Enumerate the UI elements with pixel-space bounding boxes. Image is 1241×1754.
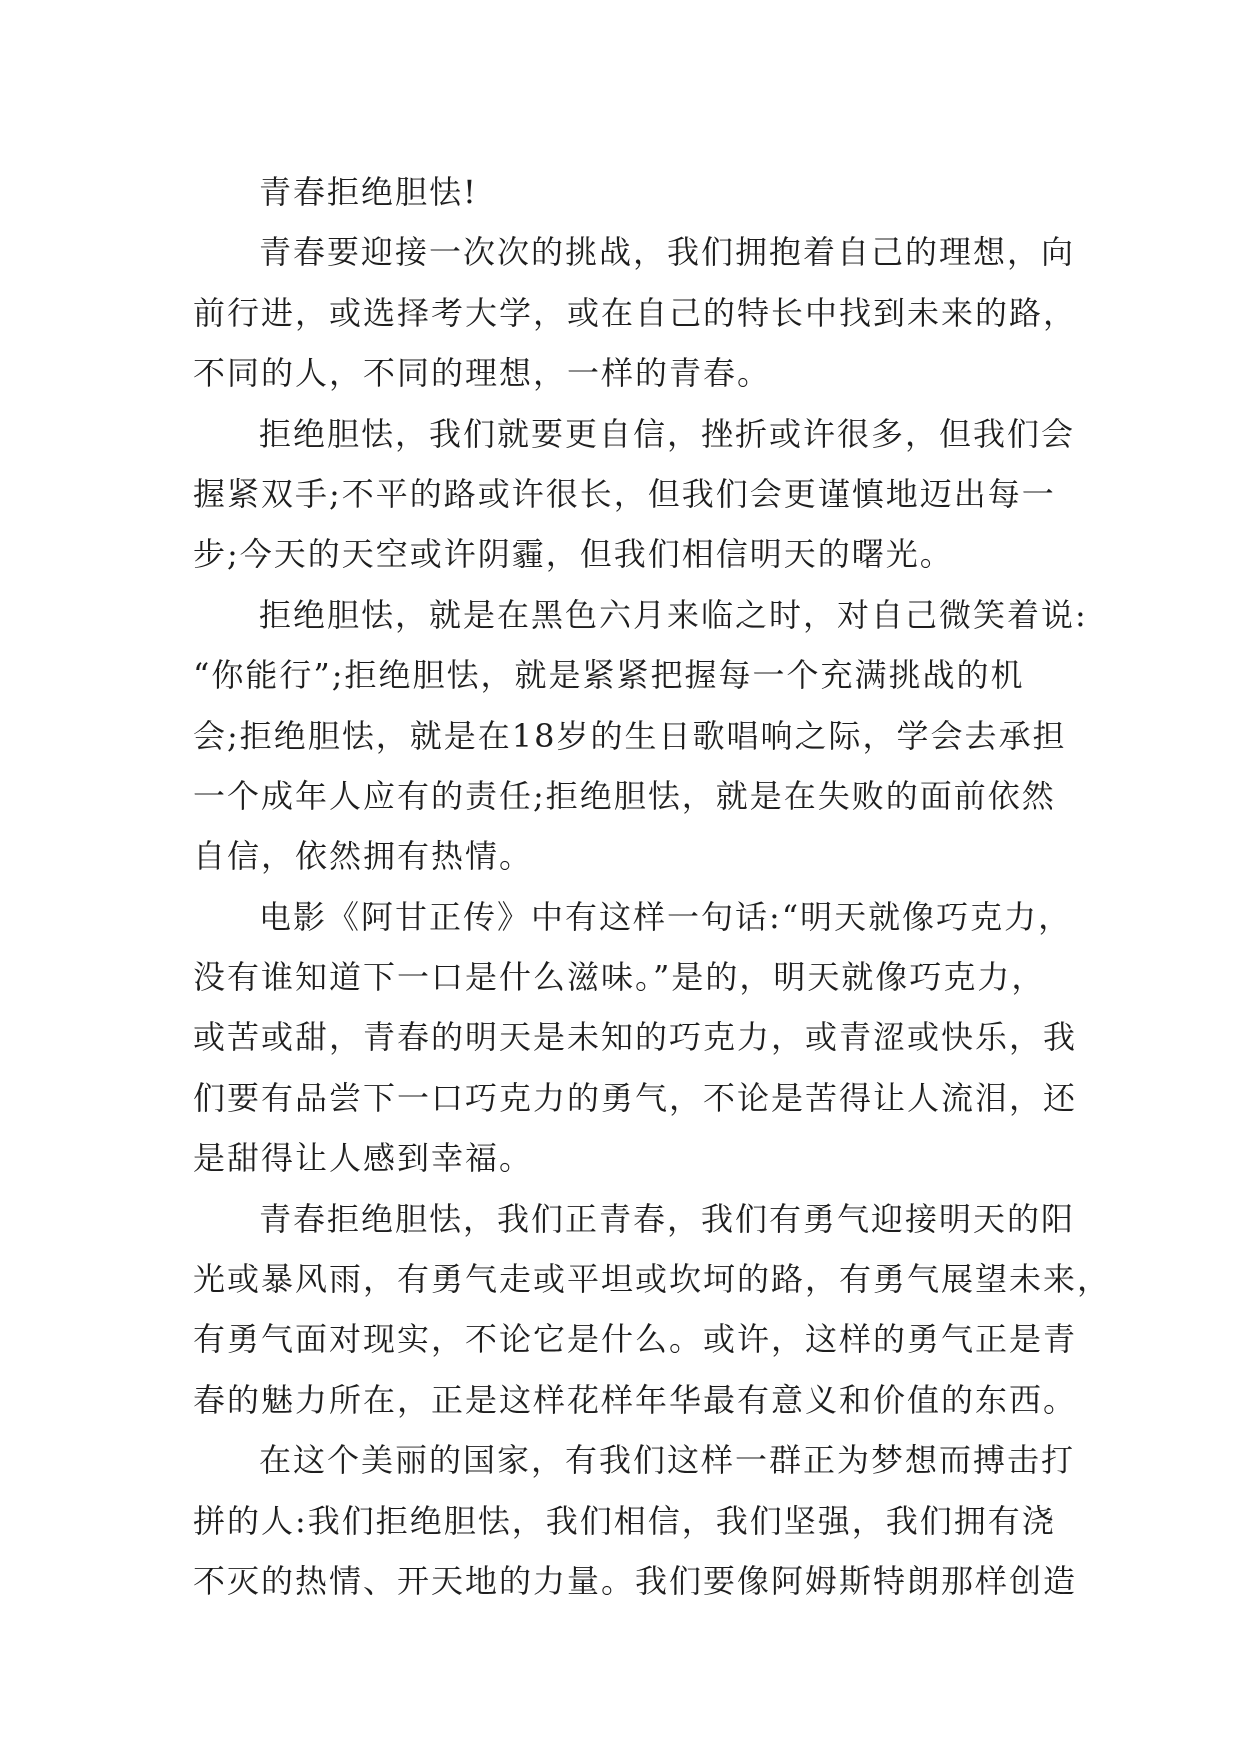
text-line: 电影《阿甘正传》中有这样一句话:“明天就像巧克力， [259,897,1073,936]
text-line: 会;拒绝胆怯，就是在18岁的生日歌唱响之际，学会去承担 [193,716,1067,755]
text-line: “你能行”;拒绝胆怯，就是紧紧把握每一个充满挑战的机 [193,656,1025,695]
document-body [193,162,1112,1611]
text-line: 拼的人:我们拒绝胆怯，我们相信，我们坚强，我们拥有浇 [193,1501,1056,1540]
text-line: 有勇气面对现实，不论它是什么。或许，这样的勇气正是青 [193,1320,1078,1359]
paragraph-1 [193,222,1078,403]
text-line: 春的魅力所在，正是这样花样年华最有意义和价值的东西。 [193,1380,1078,1419]
text-line: 或苦或甜，青春的明天是未知的巧克力，或青涩或快乐，我 [193,1018,1078,1057]
text-line: 们要有品尝下一口巧克力的勇气，不论是苦得让人流泪，还 [193,1078,1078,1117]
text-line: 没有谁知道下一口是什么滋味。”是的，明天就像巧克力， [193,958,1046,997]
paragraph-title [193,162,1053,222]
text-line: 青春要迎接一次次的挑战，我们拥抱着自己的理想，向 [259,233,1076,272]
paragraph-2 [193,404,1076,585]
text-line: 是甜得让人感到幸福。 [193,1139,534,1178]
paragraph-6 [193,1430,1078,1611]
text-line: 拒绝胆怯，就是在黑色六月来临之时，对自己微笑着说: [259,595,1088,634]
text-line: 一个成年人应有的责任;拒绝胆怯，就是在失败的面前依然 [193,776,1056,815]
paragraph-5 [193,1189,1112,1431]
text-line: 不同的人，不同的理想，一样的青春。 [193,354,772,393]
text-line: 前行进，或选择考大学，或在自己的特长中找到未来的路， [193,293,1078,332]
text-line: 青春拒绝胆怯! [259,173,478,211]
text-line: 光或暴风雨，有勇气走或平坦或坎坷的路，有勇气展望未来， [193,1260,1112,1299]
text-line: 自信，依然拥有热情。 [193,837,534,876]
text-line: 握紧双手;不平的路或许很长，但我们会更谨慎地迈出每一 [193,474,1056,513]
text-line: 在这个美丽的国家，有我们这样一群正为梦想而搏击打 [259,1441,1076,1480]
paragraph-4 [193,887,1078,1189]
text-line: 青春拒绝胆怯，我们正青春，我们有勇气迎接明天的阳 [259,1199,1076,1238]
text-line: 不灭的热情、开天地的力量。我们要像阿姆斯特朗那样创造 [193,1561,1078,1600]
text-line: 拒绝胆怯，我们就要更自信，挫折或许很多，但我们会 [259,414,1076,453]
paragraph-3 [193,585,1088,887]
text-line: 步;今天的天空或许阴霾，但我们相信明天的曙光。 [193,535,954,574]
